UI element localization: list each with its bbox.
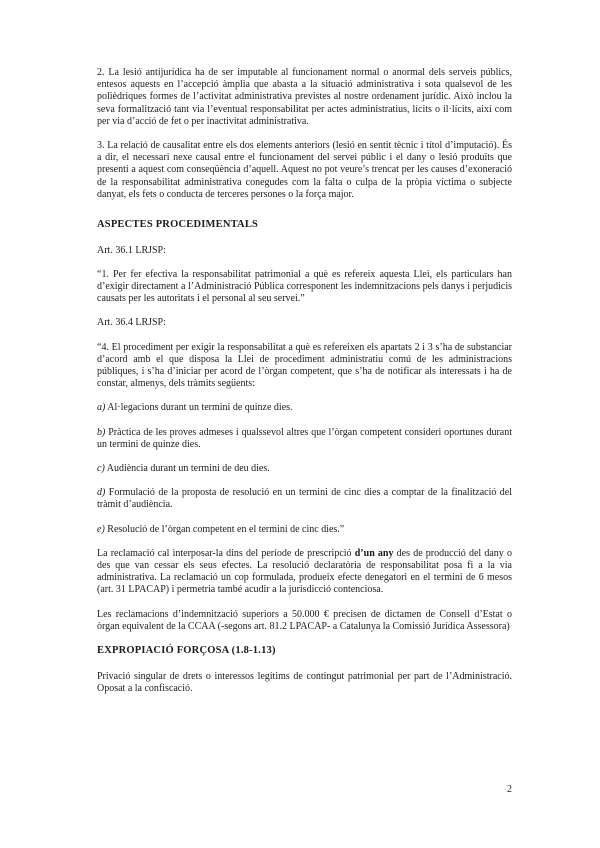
tramit-marker-a: a) [97,402,106,414]
reclamacio-termini-bold: d’un any [354,547,394,559]
tramit-item-c [97,463,512,475]
section-heading-expropiacio-forcosa: EXPROPIACIÓ FORÇOSA (1.8-1.13) [97,645,276,656]
tramit-text-b: Pràctica de les proves admeses i qualssevol altres que l’òrgan competent consideri oportunes durant un termini de quinze dies. [97,426,513,450]
tramit-marker-e: e) [97,523,105,535]
page-number: 2 [507,784,512,795]
tramit-text-c: Audiència durant un termini de deu dies. [106,462,270,474]
section-heading-aspectes-procedimentals: ASPECTES PROCEDIMENTALS [97,219,259,231]
tramit-item-d [97,487,512,511]
tramit-text-e: Resolució de l’òrgan competent en el termini de cinc dies.” [107,523,345,535]
tramit-item-b [97,427,512,451]
tramit-text-d: Formulació de la proposta de resolució en un termini de cinc dies a comptar de la finalització del tràmit d’audiència. [97,487,512,511]
tramit-item-e [97,524,512,536]
tramit-item-a [97,402,512,414]
article-label-36-4: Art. 36.4 LRJSP: [97,317,166,329]
reclamacio-text-pre: La reclamació cal interposar-la dins del període de prescripció [97,547,355,559]
article-label-36-1: Art. 36.1 LRJSP: [97,244,166,256]
reclamacio-text-post: des de producció del dany o des que van cessar els seus efectes. La resolució declaratòria de responsabilitat posa fi a la via administrativa. La reclamació un cop formulada, produeix efecte denegatori en el termini de 6 mesos (art. 31 LPACAP) i permetria també acudir a la jurisdicció contenciosa. [97,547,512,596]
article-quote-36-4: “4. El procediment per exigir la responsabilitat a què es refereixen els apartats 2 i 3 s’ha de substanciar d’acord amb el que disposa la Llei de procediment administratiu comú de les administracions públiques, i s’ha d’iniciar per acord de l’òrgan competent, que s’ha de notificar als interessats i ha de constar, almenys, dels tràmits següents: [97,341,512,390]
tramit-marker-d: d) [97,487,106,499]
document-content [97,67,512,707]
tramit-text-a: Al·legacions durant un termini de quinze dies. [107,402,293,414]
tramit-marker-b: b) [97,426,106,438]
paragraph-dictamen: Les reclamacions d’indemnització superiors a 50.000 € precisen de dictamen de Consell d’Estat o òrgan equivalent de la CCAA (-segons art. 81.2 LPACAP- a Catalunya la Comissió Jurídica Assessora) [97,608,512,632]
paragraph-lesio-antijuridica: 2. La lesió antijurídica ha de ser imputable al funcionament normal o anormal dels serveis públics, entesos aquests en l’accepció àmplia que abasta a la situació administrativa i sota qualsevol de les polièdriques formes de l’activitat administrativa previstes al nostre ordenament jurídic. Això inclou la seva formalització tant via l’eventual responsabilitat per actes administratius, lícits o il·lícits, així com per via d’acció de fet o per inactivitat administrativa. [97,67,512,127]
paragraph-reclamacio [97,548,512,597]
article-quote-36-1: “1. Per fer efectiva la responsabilitat patrimonial a què es refereix aquesta Llei, els particulars han d’exigir directament a l’Administració Pública corresponent les indemnitzacions pels danys i perjudicis causats per les autoritats i el personal al seu servei.” [97,268,512,305]
tramit-marker-c: c) [97,462,105,474]
paragraph-relacio-causalitat: 3. La relació de causalitat entre els dos elements anteriors (lesió en sentit tècnic i títol d’imputació). És a dir, el necessari nexe causal entre el funcionament del servei públic i el dany o lesió produïts que presenti a aquest com conseqüència d’aquell. Aquest no pot veure’s trencat per les causes d’exoneració de la responsabilitat administrativa conegudes com la falta o culpa de la pròpia víctima o subjecte danyat, els fets o conducta de terceres persones o la força major. [97,140,512,200]
paragraph-expropiacio: Privació singular de drets o interessos legítims de contingut patrimonial per part de l’Administració. Oposat a la confiscació. [97,670,512,694]
